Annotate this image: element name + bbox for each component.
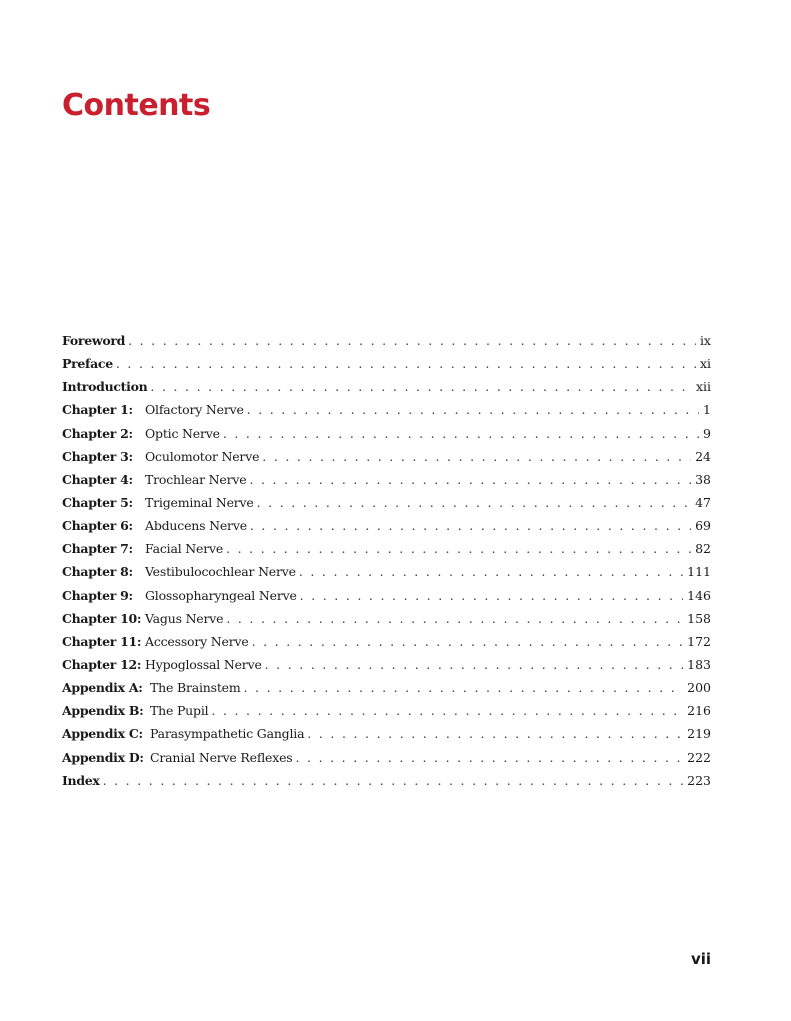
toc-entry-title: Vestibulocochlear Nerve bbox=[145, 564, 296, 580]
dot-leader bbox=[244, 680, 684, 695]
dot-leader bbox=[252, 634, 684, 649]
toc-page-number: 82 bbox=[695, 541, 711, 557]
toc-entry-title: The Brainstem bbox=[150, 680, 241, 696]
toc-page-number: xii bbox=[695, 379, 711, 395]
toc-entry-chapter-12[interactable] bbox=[62, 657, 711, 680]
dot-leader bbox=[249, 472, 691, 487]
dot-leader bbox=[247, 402, 699, 417]
toc-entry-title: Trigeminal Nerve bbox=[145, 494, 254, 510]
dot-leader bbox=[226, 541, 691, 556]
dot-leader bbox=[116, 356, 696, 371]
toc-entry-preface[interactable] bbox=[62, 356, 711, 379]
toc-page-number: 223 bbox=[687, 772, 711, 788]
dot-leader bbox=[262, 449, 691, 464]
toc-entry-label: Foreword bbox=[62, 333, 126, 348]
toc-page-number: 183 bbox=[687, 656, 711, 672]
toc-page-number: 111 bbox=[687, 564, 711, 580]
toc-entry-title: Olfactory Nerve bbox=[145, 402, 244, 418]
toc-entry-label: Appendix B: bbox=[62, 703, 144, 719]
toc-page-number: xi bbox=[699, 356, 711, 372]
toc-entry-chapter-1[interactable] bbox=[62, 402, 711, 425]
table-of-contents bbox=[62, 333, 711, 796]
dot-leader bbox=[211, 703, 683, 718]
toc-entry-chapter-8[interactable] bbox=[62, 564, 711, 587]
toc-page-number: ix bbox=[699, 333, 711, 348]
toc-page-number: 1 bbox=[703, 402, 711, 418]
dot-leader bbox=[300, 588, 683, 603]
toc-entry-title: Cranial Nerve Reflexes bbox=[150, 749, 293, 765]
toc-entry-index[interactable] bbox=[62, 773, 711, 796]
toc-entry-chapter-4[interactable] bbox=[62, 472, 711, 495]
toc-entry-label: Preface bbox=[62, 356, 113, 372]
dot-leader bbox=[128, 333, 696, 348]
toc-entry-label: Chapter 1: bbox=[62, 402, 133, 418]
toc-entry-chapter-2[interactable] bbox=[62, 426, 711, 449]
toc-entry-title: Trochlear Nerve bbox=[145, 471, 247, 487]
toc-page-number: 222 bbox=[687, 749, 711, 765]
toc-entry-label: Appendix D: bbox=[62, 749, 144, 765]
toc-entry-title: Parasympathetic Ganglia bbox=[150, 726, 305, 742]
toc-page-number: 24 bbox=[695, 448, 711, 464]
toc-entry-appendix-b[interactable] bbox=[62, 703, 711, 726]
toc-entry-label: Chapter 8: bbox=[62, 564, 133, 580]
toc-entry-label: Chapter 3: bbox=[62, 448, 133, 464]
toc-entry-label: Chapter 7: bbox=[62, 541, 133, 557]
toc-entry-title: The Pupil bbox=[150, 703, 209, 719]
toc-entry-label: Chapter 5: bbox=[62, 494, 133, 510]
page-number: vii bbox=[690, 950, 711, 968]
toc-entry-chapter-5[interactable] bbox=[62, 495, 711, 518]
toc-page-number: 172 bbox=[687, 633, 711, 649]
toc-page-number: 69 bbox=[695, 518, 711, 534]
toc-entry-appendix-c[interactable] bbox=[62, 726, 711, 749]
toc-entry-title: Vagus Nerve bbox=[145, 610, 224, 626]
dot-leader bbox=[223, 426, 699, 441]
toc-entry-chapter-6[interactable] bbox=[62, 518, 711, 541]
page-title: Contents bbox=[62, 88, 211, 123]
toc-entry-title: Facial Nerve bbox=[145, 541, 224, 557]
toc-entry-label: Appendix A: bbox=[62, 680, 143, 696]
toc-page-number: 158 bbox=[687, 610, 711, 626]
dot-leader bbox=[250, 518, 691, 533]
toc-entry-foreword[interactable] bbox=[62, 333, 711, 356]
dot-leader bbox=[265, 657, 684, 672]
toc-entry-title: Abducens Nerve bbox=[145, 518, 247, 534]
dot-leader bbox=[299, 564, 683, 579]
toc-entry-label: Chapter 12: bbox=[62, 656, 142, 672]
toc-page-number: 219 bbox=[687, 726, 711, 742]
toc-entry-label: Appendix C: bbox=[62, 726, 143, 742]
toc-entry-appendix-a[interactable] bbox=[62, 680, 711, 703]
toc-entry-title: Accessory Nerve bbox=[145, 633, 249, 649]
dot-leader bbox=[226, 611, 683, 626]
toc-entry-appendix-d[interactable] bbox=[62, 750, 711, 773]
toc-entry-label: Introduction bbox=[62, 379, 148, 395]
toc-page-number: 146 bbox=[687, 587, 711, 603]
toc-page-number: 9 bbox=[703, 425, 711, 441]
toc-page-number: 38 bbox=[695, 471, 711, 487]
toc-page-number: 47 bbox=[695, 494, 711, 510]
toc-entry-title: Oculomotor Nerve bbox=[145, 448, 260, 464]
toc-entry-chapter-10[interactable] bbox=[62, 611, 711, 634]
toc-entry-introduction[interactable] bbox=[62, 379, 711, 402]
toc-page-number: 216 bbox=[687, 703, 711, 719]
toc-entry-label: Chapter 2: bbox=[62, 425, 133, 441]
toc-entry-chapter-9[interactable] bbox=[62, 588, 711, 611]
dot-leader bbox=[296, 750, 684, 765]
toc-entry-label: Chapter 10: bbox=[62, 610, 142, 626]
toc-entry-label: Chapter 6: bbox=[62, 518, 133, 534]
dot-leader bbox=[150, 379, 692, 394]
dot-leader bbox=[103, 773, 684, 788]
toc-entry-title: Hypoglossal Nerve bbox=[145, 656, 262, 672]
dot-leader bbox=[257, 495, 691, 510]
toc-entry-chapter-7[interactable] bbox=[62, 541, 711, 564]
toc-entry-label: Chapter 11: bbox=[62, 633, 142, 649]
toc-entry-label: Chapter 4: bbox=[62, 471, 133, 487]
toc-entry-chapter-11[interactable] bbox=[62, 634, 711, 657]
toc-entry-label: Chapter 9: bbox=[62, 587, 133, 603]
toc-page-number: 200 bbox=[687, 680, 711, 696]
toc-entry-chapter-3[interactable] bbox=[62, 449, 711, 472]
toc-entry-label: Index bbox=[62, 772, 100, 788]
toc-entry-title: Glossopharyngeal Nerve bbox=[145, 587, 297, 603]
dot-leader bbox=[307, 726, 683, 741]
toc-entry-title: Optic Nerve bbox=[145, 425, 220, 441]
